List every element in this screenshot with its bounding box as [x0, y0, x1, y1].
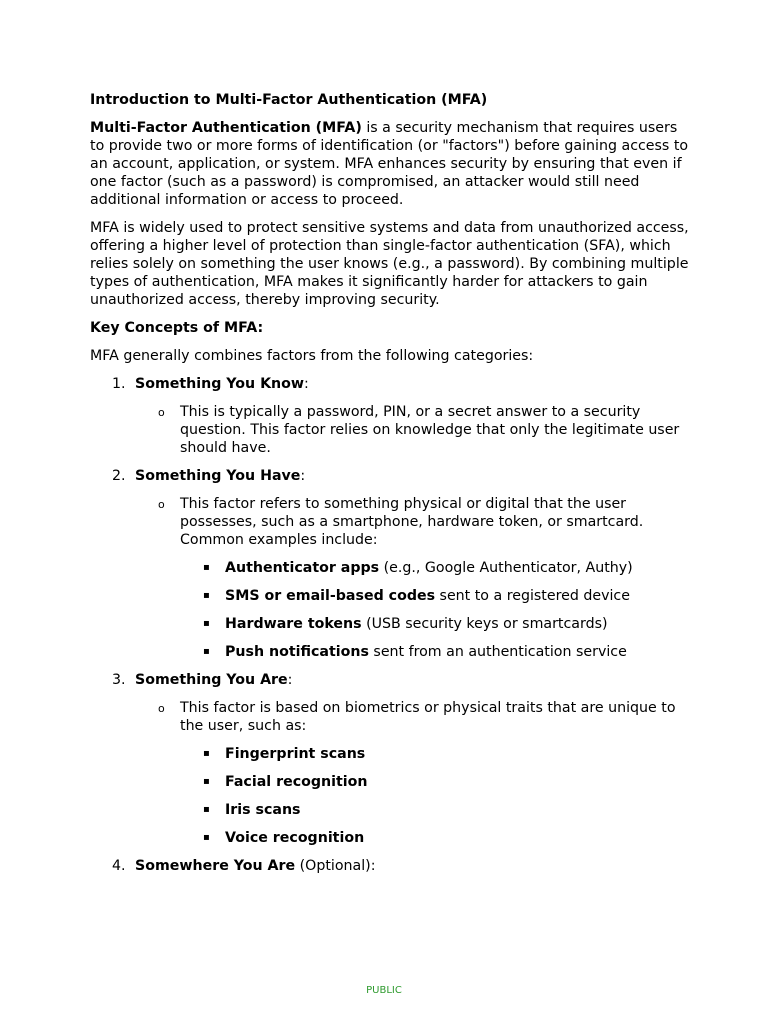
key-concepts-heading: Key Concepts of MFA:	[90, 320, 264, 336]
example-item	[90, 829, 690, 847]
example-item	[90, 587, 690, 605]
example-bold: Fingerprint scans	[225, 746, 366, 762]
list-item	[90, 467, 690, 661]
sub-item	[90, 403, 690, 457]
square-bullet-icon: ▪	[203, 590, 210, 601]
factor-suffix: :	[300, 468, 306, 484]
key-concepts-intro: MFA generally combines factors from the following categories:	[90, 348, 534, 364]
square-bullet-icon: ▪	[203, 646, 210, 657]
example-bold: Push notifications	[225, 644, 369, 660]
factor-list	[90, 375, 690, 875]
example-item	[90, 643, 690, 661]
factor-label: Something You Are	[135, 672, 288, 688]
list-item	[90, 375, 690, 457]
example-bold: Voice recognition	[225, 830, 365, 846]
square-bullet-icon: ▪	[203, 832, 210, 843]
list-number: 1.	[112, 376, 126, 392]
circle-bullet-icon: o	[158, 498, 165, 511]
sub-item	[90, 495, 690, 661]
page-title: Introduction to Multi-Factor Authentication (MFA)	[90, 92, 488, 108]
square-bullet-icon: ▪	[203, 776, 210, 787]
example-bold: Authenticator apps	[225, 560, 380, 576]
list-number: 4.	[112, 858, 126, 874]
example-text: sent from an authentication service	[368, 644, 627, 660]
example-text: (USB security keys or smartcards)	[361, 616, 608, 632]
circle-bullet-icon: o	[158, 702, 165, 715]
square-bullet-icon: ▪	[203, 618, 210, 629]
circle-bullet-icon: o	[158, 406, 165, 419]
list-number: 3.	[112, 672, 126, 688]
factor-label: Somewhere You Are	[135, 858, 296, 874]
square-bullet-icon: ▪	[203, 804, 210, 815]
example-text: sent to a registered device	[435, 588, 630, 604]
factor-suffix: (Optional):	[295, 858, 376, 874]
example-item	[90, 745, 690, 763]
intro-text: is a security mechanism that requires users to provide two or more forms of identification (or "factors") before gaining access to an account, application, or system. MFA enhances security by ensuring that even if one factor (such as a password) is compromised, an attacker would still need additional information or access to proceed.	[90, 120, 689, 208]
factor-suffix: :	[304, 376, 309, 392]
list-number: 2.	[112, 468, 126, 484]
example-item	[90, 559, 690, 577]
sub-item-text: This is typically a password, PIN, or a secret answer to a security question. This factor relies on knowledge that only the legitimate user should have.	[180, 404, 680, 456]
example-bold: Facial recognition	[225, 774, 368, 790]
sub-item	[90, 699, 690, 847]
classification-label: PUBLIC	[366, 985, 402, 996]
example-bold: Hardware tokens	[225, 616, 362, 632]
factor-label: Something You Have	[135, 468, 301, 484]
list-item	[90, 857, 690, 875]
mfa-usage-paragraph: MFA is widely used to protect sensitive systems and data from unauthorized access, offering a higher level of protection than single-factor authentication (SFA), which relies solely on something the user knows (e.g., a password). By combining multiple types of authentication, MFA makes it significantly harder for attackers to gain unauthorized access, thereby improving security.	[90, 220, 689, 308]
example-item	[90, 615, 690, 633]
example-bold: Iris scans	[225, 802, 301, 818]
intro-bold-term: Multi-Factor Authentication (MFA)	[90, 120, 362, 136]
example-text: (e.g., Google Authenticator, Authy)	[379, 560, 633, 576]
document-body	[90, 91, 690, 885]
sub-item-text: This factor is based on biometrics or physical traits that are unique to the user, such as:	[180, 700, 676, 734]
factor-label: Something You Know	[135, 376, 305, 392]
example-item	[90, 801, 690, 819]
square-bullet-icon: ▪	[203, 562, 210, 573]
example-item	[90, 773, 690, 791]
square-bullet-icon: ▪	[203, 748, 210, 759]
factor-suffix: :	[287, 672, 293, 688]
intro-paragraph	[90, 119, 690, 209]
list-item	[90, 671, 690, 847]
sub-item-text: This factor refers to something physical or digital that the user possesses, such as a smartphone, hardware token, or smartcard. Common examples include:	[180, 496, 644, 548]
example-bold: SMS or email-based codes	[225, 588, 436, 604]
